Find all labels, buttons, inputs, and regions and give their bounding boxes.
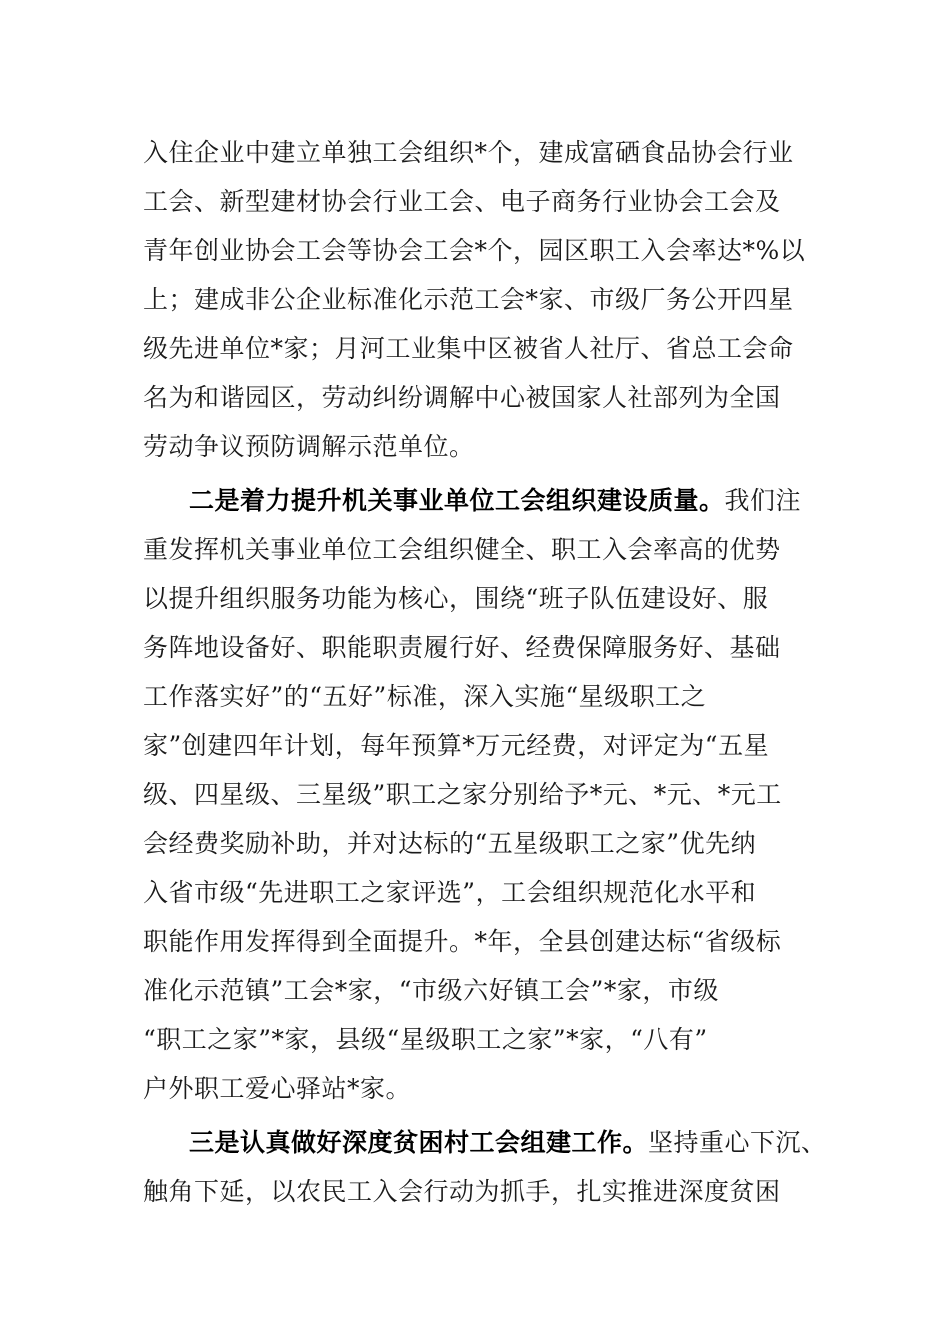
paragraph-2-first-line-text: 我们注 — [724, 486, 802, 515]
paragraph-line: 职能作用发挥得到全面提升。*年，全县创建达标“省级标 — [143, 927, 782, 956]
paragraph-line: 工会、新型建材协会行业工会、电子商务行业协会工会及 — [143, 187, 781, 216]
paragraph-line: 入住企业中建立单独工会组织*个，建成富硒食品协会行业 — [143, 138, 794, 167]
paragraph-3-heading: 三是认真做好深度贫困村工会组建工作。 — [189, 1128, 649, 1157]
paragraph-line: 会经费奖励补助，并对达标的“五星级职工之家”优先纳 — [143, 829, 757, 858]
paragraph-line: 青年创业协会工会等协会工会*个，园区职工入会率达*%以 — [143, 236, 806, 265]
paragraph-line: 户外职工爱心驿站*家。 — [143, 1074, 412, 1103]
paragraph-2-first-line — [189, 476, 801, 525]
paragraph-line: 以提升组织服务功能为核心，围绕“班子队伍建设好、服 — [143, 584, 769, 613]
paragraph-line: 级、四星级、三星级”职工之家分别给予*元、*元、*元工 — [143, 780, 782, 809]
paragraph-3-first-line — [189, 1118, 827, 1167]
paragraph-line: 重发挥机关事业单位工会组织健全、职工入会率高的优势 — [143, 535, 781, 564]
paragraph-line: 务阵地设备好、职能职责履行好、经费保障服务好、基础 — [143, 633, 781, 662]
paragraph-line: 级先进单位*家；月河工业集中区被省人社厅、省总工会命 — [143, 334, 794, 363]
paragraph-line: 准化示范镇”工会*家，“市级六好镇工会”*家，市级 — [143, 976, 719, 1005]
paragraph-line: 名为和谐园区，劳动纠纷调解中心被国家人社部列为全国 — [143, 383, 781, 412]
paragraph-line: 工作落实好”的“五好”标准，深入实施“星级职工之 — [143, 682, 707, 711]
paragraph-line: “职工之家”*家，县级“星级职工之家”*家，“八有” — [143, 1025, 708, 1054]
paragraph-line: 家”创建四年计划，每年预算*万元经费，对评定为“五星 — [143, 731, 770, 760]
paragraph-3-first-line-text: 坚持重心下沉、 — [648, 1128, 827, 1157]
paragraph-line: 上；建成非公企业标准化示范工会*家、市级厂务公开四星 — [143, 285, 794, 314]
paragraph-line: 入省市级“先进职工之家评选”，工会组织规范化水平和 — [143, 878, 757, 907]
paragraph-line: 劳动争议预防调解示范单位。 — [143, 432, 475, 461]
paragraph-line: 触角下延，以农民工入会行动为抓手，扎实推进深度贫困 — [143, 1177, 781, 1206]
paragraph-2-heading: 二是着力提升机关事业单位工会组织建设质量。 — [189, 486, 725, 515]
